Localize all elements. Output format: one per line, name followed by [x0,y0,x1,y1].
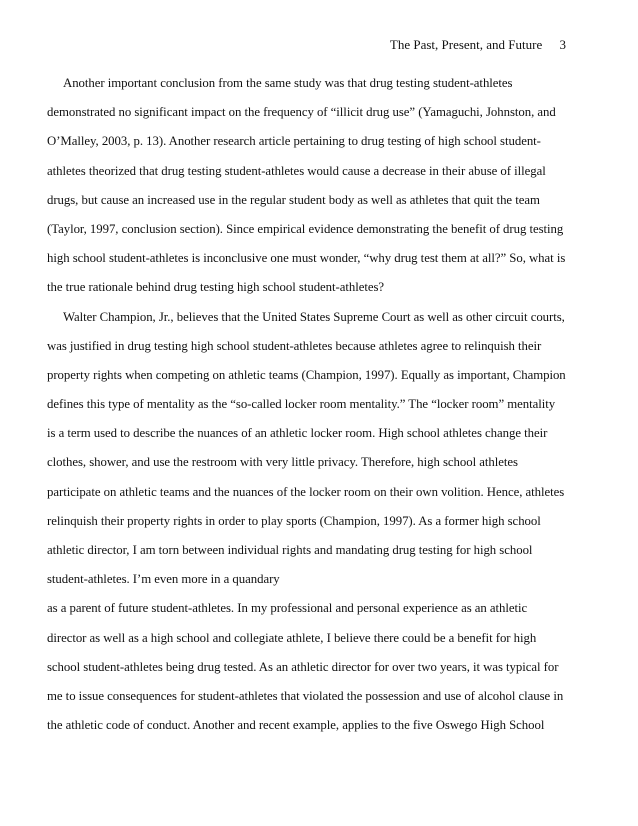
text-line: as a parent of future student-athletes. In my professional and personal experience as an athletic [47,601,528,616]
running-head-title: The Past, Present, and Future [389,37,543,52]
text-line: (Taylor, 1997, conclusion section). Since empirical evidence demonstrating the benefit of drug testing [47,221,564,236]
text-line: drugs, but cause an increased use in the regular student body as well as athletes that quit the team [47,192,540,207]
text-line: athletic director, I am torn between individual rights and mandating drug testing for high school [47,543,533,557]
text-line: Walter Champion, Jr., believes that the United States Supreme Court as well as other circuit courts, [63,309,565,324]
running-head [390,36,566,54]
text-line: was justified in drug testing high school student-athletes because athletes agree to relinquish their [47,338,542,353]
text-line: relinquish their property rights in order to play sports (Champion, 1997). As a former high school [47,513,541,528]
text-line: defines this type of mentality as the “so-called locker room mentality.” The “locker room” mentality [47,397,556,412]
text-line: participate on athletic teams and the nuances of the locker room on their own volition. Hence, athletes [47,484,565,499]
text-line: is a term used to describe the nuances of an athletic locker room. High school athletes change their [47,426,548,441]
text-line: the true rationale behind drug testing high school student-athletes? [47,280,385,295]
text-line: school student-athletes being drug tested. As an athletic director for over two years, it was typical for [47,659,559,674]
text-line: demonstrated no significant impact on the frequency of “illicit drug use” (Yamaguchi, Johnston, and [47,105,556,120]
text-line: me to issue consequences for student-athletes that violated the possession and use of alcohol clause in [47,688,564,703]
text-line: director as well as a high school and collegiate athlete, I believe there could be a benefit for high [47,630,537,645]
text-line: property rights when competing on athletic teams (Champion, 1997). Equally as important, Champion [47,367,566,382]
text-line: athletes theorized that drug testing student-athletes would cause a decrease in their abuse of illegal [47,163,546,178]
text-line: the athletic code of conduct. Another and recent example, applies to the five Oswego High School [47,718,545,733]
text-line: Another important conclusion from the same study was that drug testing student-athletes [63,76,513,90]
body-text [47,69,595,740]
page-number: 3 [559,37,566,52]
text-line: clothes, shower, and use the restroom with very little privacy. Therefore, high school athletes [47,455,518,470]
text-line: high school student-athletes is inconclusive one must wonder, “why drug test them at all?” So, what is [47,251,566,266]
text-line: student-athletes. I’m even more in a quandary [47,572,280,587]
text-line: O’Malley, 2003, p. 13). Another research article pertaining to drug testing of high school student- [47,134,541,149]
